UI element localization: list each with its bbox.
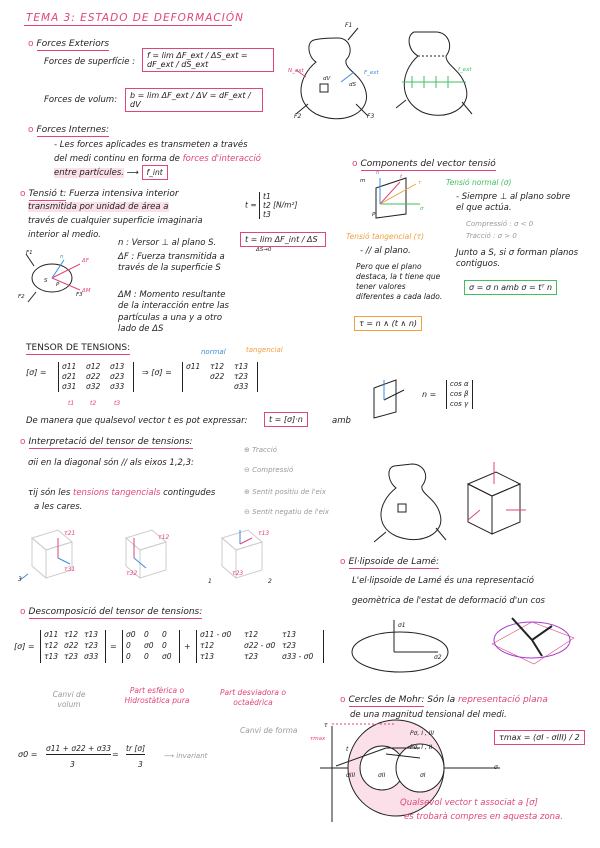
lame-text-1: L'el·lipsoide de Lamé és una representació [352,576,534,586]
fig1-label-ds: dS [349,82,356,88]
internal-forces-heading: o Forces Internes: [28,125,110,135]
volume-forces-label: Forces de volum: [44,95,118,105]
stress-vector-def2: transmitida por unidad de área a [28,202,169,212]
tensor-matrix-label: [σ] = [26,368,47,377]
internal-forces-line2: del medi continu en forma de forces d'interacció [54,154,262,164]
tensor-col-t2: t2 [90,400,97,407]
label-shape-change: Canvi de forma [240,726,298,735]
decomposition-matrix: σ11 τ12 τ13 τ12 σ22 τ23 τ13 τ23 σ33 [40,630,106,663]
cube1-label-tau31: τ31 [64,566,76,573]
tangential-stress-heading: Tensió tangencial (τ) [346,232,425,241]
label-spherical-part: Part esfèrica o Hidrostàtica pura [124,686,190,706]
trace-numerator: tr [σ] [126,744,145,755]
interpretation-tang-text-3: a les cares. [34,502,83,512]
comp-fig-label-p: P [372,212,376,218]
fig1-label-f1: F1 [345,22,353,29]
cube2-label-tau32: τ32 [126,570,138,577]
fig2-label-fext: f_ext [458,67,472,73]
surface-forces-label: Forces de superfície : [44,57,136,67]
normal-stress-formula: σ = σ n amb σ = tᵀ n [464,280,557,295]
tensor-tangential-tag: tangencial [246,346,283,354]
n-vector: cos α cos β cos γ [446,380,473,409]
mean-stress-numerator: σ11 + σ22 + σ33 [46,744,111,755]
mohr-label-tau: τ [324,722,328,729]
cube1-label-tau21: τ21 [64,530,76,537]
mohr-label-s3: σIII [346,772,356,779]
mohr-circles-figure [316,722,502,826]
tensor-col-t3: t3 [114,400,121,407]
stress-note-df: ΔF : Fuerza transmitida a través de la superficie S [118,252,225,274]
lame-text-2: geomètrica de l'estat de deformació d'un cos [352,596,545,606]
lame-3d-figure [482,604,582,678]
interpretation-diag-text: σii en la diagonal són // als eixos 1,2,3: [28,458,194,468]
comp-fig-label-sigma: σ [420,206,424,212]
interpretation-stress-cube [460,460,530,542]
tensor-normal-tag: normal [201,348,226,356]
comp-fig-label-tau: τ [418,180,422,186]
interpretation-negative-axis: ⊖ Sentit negatiu de l'eix [244,508,330,516]
mohr-note-1: Qualsevol vector t associat a [σ] [400,798,538,808]
normal-stress-line1: - Siempre ⊥ al plano sobre el que actúa. [456,192,571,214]
comp-fig-label-t: t [400,174,403,180]
stress-vector-def3: través de cualquier superficie imaginaria [28,216,203,226]
sv-fig-label-f1: F1 [26,250,33,256]
normal-stress-together: Junto a S, si σ forman planos contiguos. [456,248,579,270]
interpretation-tang-text: τij són les tensions tangencials contingudes [28,488,216,498]
sv-fig-label-f3: F3 [76,292,83,298]
cube2-label-tau12: τ12 [158,534,170,541]
components-heading: o Components del vector tensió [352,159,496,169]
lame-axis-s1: σ1 [398,622,406,629]
label-volume-change: Canvi de volum [52,690,86,710]
stress-note-n: n : Versor ⊥ al plano S. [118,238,217,248]
component-t3: t3 [263,210,271,219]
lame-axis-s2: σ2 [434,654,442,661]
decomposition-heading: o Descomposició del tensor de tensions: [20,607,203,617]
tensor-matrix: σ11 σ12 σ13 σ21 σ22 σ23 σ31 σ32 σ33 [58,362,134,392]
cube3-axis-1: 1 [208,578,212,585]
internal-forces-line1: - Les forces aplicades es transmeten a través [54,140,248,150]
spherical-matrix: σ0 0 0 0 σ0 0 0 0 σ0 [122,630,180,663]
n-vector-label: n = [422,390,437,399]
title-underline [24,25,232,26]
mohr-tau-max-formula: τmax = (σI - σIII) / 2 [494,730,585,745]
stress-limit-sub: ΔS→0 [256,247,272,253]
interpretation-compression: ⊖ Compressió [244,466,294,474]
decomposition-eq: = [110,642,117,651]
mohr-label-s2: σII [378,772,386,779]
sv-fig-label-f2: F2 [18,294,25,300]
trace-denominator: 3 [138,760,143,769]
cube-tau-2 [112,524,176,584]
component-t2: t2 [263,201,271,210]
tensor-expr: t = [σ]·n [264,412,308,427]
external-forces-heading: o Forces Exteriors [28,39,110,49]
mohr-label-p-13: Pσ, I , III [410,730,435,737]
mohr-label-sigma: σ [494,764,498,771]
stress-limit-formula: t = lim ΔF_int / ΔS [240,232,326,247]
mean-stress-prefix: σ0 = [18,750,38,759]
tensor-eq-sign: ⇒ [σ] = [142,368,172,377]
interpretation-body-figure [366,456,446,544]
mohr-heading: o Cercles de Mohr: Són la representació plana [340,695,548,705]
stress-vector-heading: o Tensió t: Fuerza intensiva interior [20,189,179,199]
sv-fig-label-df: ΔF [82,258,89,264]
comp-fig-label-m: m [360,178,366,184]
tensor-amb: amb [332,416,351,426]
fig1-label-f2: F2 [294,113,302,120]
mohr-note-2: es trobarà compres en aquesta zona. [404,812,563,822]
component-t1: t1 [263,192,271,201]
fig1-label-dv: dV [323,76,331,82]
stress-vector-components: t = t1 t2 t3 [N/m²] [245,192,298,219]
tensor-sentence: De manera que qualsevol vector t es pot expressar: [26,416,248,426]
normal-stress-compression: Compressió : σ < 0 [466,220,534,228]
cube1-axis-3: 3 [18,576,22,583]
sv-fig-label-s: S [44,278,48,284]
volume-forces-formula: b = lim ΔF_ext / ΔV = dF_ext / dV [125,88,263,112]
internal-forces-line3: entre partícules. ⟶ f_int [54,168,168,179]
mohr-label-p-12: Pσ, I , II [410,744,433,751]
fig1-label-f3: F3 [367,113,375,120]
interpretation-positive-axis: ⊕ Sentit positiu de l'eix [244,488,326,496]
interpretation-traction: ⊕ Tracció [244,446,277,454]
tangential-stress-formula: τ = n ∧ (t ∧ n) [354,316,422,331]
normal-stress-heading: Tensió normal (σ) [446,178,512,187]
mohr-label-s1: σI [420,772,426,779]
stress-note-dm: ΔM : Momento resultante de la interacción entre las partículas a una y a otro lado de ΔS [118,290,229,335]
interpretation-heading: o Interpretació del tensor de tensions: [20,437,193,447]
stress-vector-def4: interior al medio. [28,230,102,240]
normal-stress-tension: Tracció : σ > 0 [466,232,517,240]
tensor-sym-matrix: σ11 τ12 τ13 σ22 τ23 σ33 [182,362,258,392]
sv-fig-label-dm: ΔM [82,288,91,294]
tensor-heading: TENSOR DE TENSIONS: [26,343,131,353]
cube3-axis-2: 2 [268,578,272,585]
fig1-label-fext: F_ext [364,70,379,76]
tangential-stress-line2: Pero que el plano destaca, la t tiene que tener valores diferentes a cada lado. [356,262,443,302]
tensor-cube-figure [366,374,416,422]
mohr-text-2: de una magnitud tensional del medi. [350,710,507,720]
surface-forces-formula: f = lim ΔF_ext / ΔS_ext = dF_ext / dS_ext [142,48,274,72]
mean-stress-denominator: 3 [70,760,75,769]
deviatoric-matrix: σ11 - σ0 τ12 τ13 τ12 σ22 - σ0 τ23 τ13 τ23 σ33 - σ0 [196,630,324,663]
sv-fig-label-p: P [56,282,60,288]
mohr-label-tau-max: τmax [310,736,326,742]
page-title: TEMA 3: ESTADO DE DEFORMACIÓN [26,12,244,24]
mean-stress-eq: = [112,750,119,759]
lame-heading: o El·lipsoide de Lamé: [340,557,440,567]
fig1-label-next: N_ext [288,68,304,74]
sv-fig-label-n: n [60,254,64,260]
comp-fig-label-n: n [376,170,380,176]
tangential-stress-line1: - // al plano. [360,246,411,256]
label-deviatoric-part: Part desviadora o octaèdrica [220,688,286,708]
tensor-col-t1: t1 [68,400,75,407]
decomposition-plus: + [184,642,191,651]
cube3-label-tau23: τ23 [232,570,244,577]
trace-invariant-note: ⟶ invariant [164,752,208,760]
decomposition-lhs: [σ] = [14,642,35,651]
cube3-label-tau13: τ13 [258,530,270,537]
mohr-label-t: t [346,746,349,753]
